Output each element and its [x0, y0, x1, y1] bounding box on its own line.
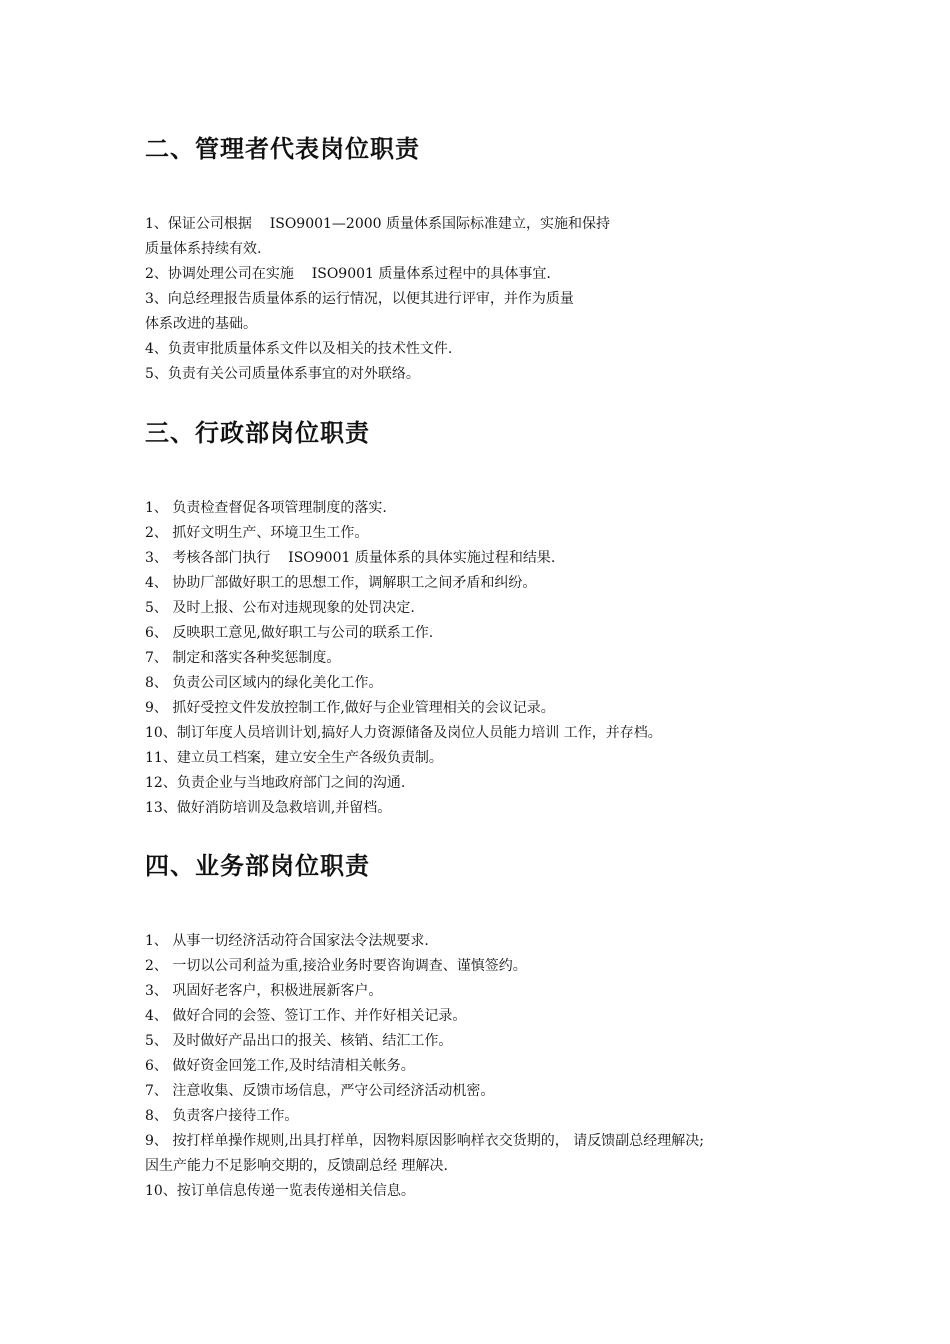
list-item: 9、 抓好受控文件发放控制工作,做好与企业管理相关的会议记录。	[145, 700, 555, 716]
list-item: 10、按订单信息传递一览表传递相关信息。	[145, 1183, 415, 1199]
list-item: 9、 按打样单操作规则,出具打样单，因物料原因影响样衣交货期的， 请反馈副总经理解决;	[145, 1133, 704, 1149]
list-item: 11、建立员工档案，建立安全生产各级负责制。	[145, 750, 443, 766]
list-item: 7、 制定和落实各种奖惩制度。	[145, 650, 341, 666]
list-item: 13、做好消防培训及急救培训,并留档。	[145, 800, 392, 816]
list-item: 因生产能力不足影响交期的，反馈副总经 理解决.	[145, 1158, 448, 1174]
list-item: 3、 考核各部门执行 ISO9001 质量体系的具体实施过程和结果.	[145, 550, 556, 566]
list-item: 4、负责审批质量体系文件以及相关的技术性文件.	[145, 341, 453, 357]
list-item: 1、 负责检查督促各项管理制度的落实.	[145, 500, 387, 516]
list-item: 1、保证公司根据 ISO9001—2000 质量体系国际标准建立，实施和保持	[145, 216, 611, 232]
section-title: 三、行政部岗位职责	[145, 419, 370, 447]
list-item: 质量体系持续有效.	[145, 241, 262, 257]
list-item: 2、 抓好文明生产、环境卫生工作。	[145, 525, 369, 541]
list-item: 4、 协助厂部做好职工的思想工作，调解职工之间矛盾和纠纷。	[145, 575, 537, 591]
list-item: 12、负责企业与当地政府部门之间的沟通.	[145, 775, 406, 791]
list-item: 10、制订年度人员培训计划,搞好人力资源储备及岗位人员能力培训 工作，并存档。	[145, 725, 662, 741]
duty-list	[145, 496, 845, 821]
list-item: 5、 及时做好产品出口的报关、核销、结汇工作。	[145, 1033, 453, 1049]
section-title: 四、业务部岗位职责	[145, 852, 370, 880]
section-management-representative	[145, 134, 845, 382]
list-item: 1、 从事一切经济活动符合国家法令法规要求.	[145, 933, 429, 949]
duty-list	[145, 929, 845, 1204]
list-item: 3、向总经理报告质量体系的运行情况，以便其进行评审，并作为质量	[145, 291, 574, 307]
section-administration	[145, 418, 845, 816]
list-item: 8、 负责客户接待工作。	[145, 1108, 299, 1124]
list-item: 5、负责有关公司质量体系事宜的对外联络。	[145, 366, 420, 382]
list-item: 6、 做好资金回笼工作,及时结清相关帐务。	[145, 1058, 415, 1074]
section-title: 二、管理者代表岗位职责	[145, 135, 420, 163]
list-item: 2、协调处理公司在实施 ISO9001 质量体系过程中的具体事宜.	[145, 266, 551, 282]
list-item: 5、 及时上报、公布对违规现象的处罚决定.	[145, 600, 415, 616]
list-item: 6、 反映职工意见,做好职工与公司的联系工作.	[145, 625, 434, 641]
section-business	[145, 851, 845, 1199]
duty-list	[145, 212, 845, 387]
list-item: 8、 负责公司区域内的绿化美化工作。	[145, 675, 383, 691]
list-item: 2、 一切以公司利益为重,接洽业务时要咨询调查、谨慎签约。	[145, 958, 527, 974]
list-item: 3、 巩固好老客户，积极进展新客户。	[145, 983, 383, 999]
list-item: 4、 做好合同的会签、签订工作、并作好相关记录。	[145, 1008, 467, 1024]
list-item: 体系改进的基础。	[145, 316, 257, 332]
list-item: 7、 注意收集、反馈市场信息，严守公司经济活动机密。	[145, 1083, 495, 1099]
